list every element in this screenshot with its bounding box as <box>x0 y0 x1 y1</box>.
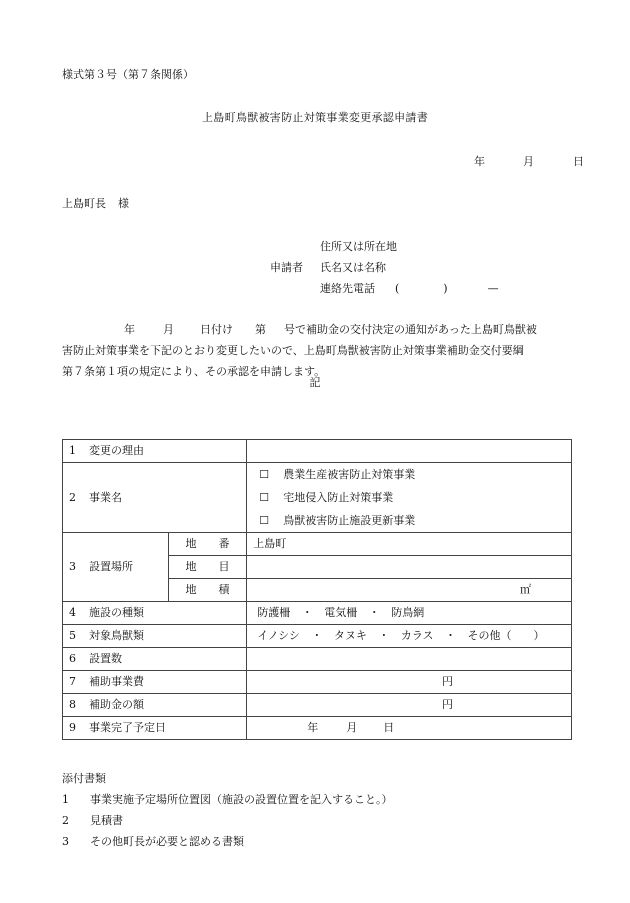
date-day: 日 <box>573 155 584 168</box>
row-label: 事業完了予定日 <box>89 721 166 734</box>
table-row <box>63 671 572 694</box>
addressee-honorific: 様 <box>118 197 129 210</box>
checkbox-icon[interactable]: ☐ <box>259 468 270 481</box>
project-option[interactable] <box>259 509 571 532</box>
name-label: 氏名又は名称 <box>320 261 386 274</box>
row-number: 9 <box>69 721 76 734</box>
completion-day: 日 <box>383 721 395 734</box>
table-row <box>63 602 572 625</box>
row7-label-cell <box>63 671 247 694</box>
form-number: 様式第３号（第７条関係） <box>62 68 194 81</box>
request-body <box>62 319 582 382</box>
body-year: 年 <box>124 323 135 336</box>
table-row <box>63 440 572 463</box>
date-year: 年 <box>474 155 485 168</box>
row-number: 8 <box>69 698 76 711</box>
row5-label-cell <box>63 625 247 648</box>
applicant-block <box>270 236 499 299</box>
project-option[interactable] <box>259 486 571 509</box>
completion-date-field[interactable] <box>247 717 572 740</box>
subsidy-amount-field[interactable]: 円 <box>247 694 572 717</box>
row-number: 6 <box>69 652 76 665</box>
row-label: 補助金の額 <box>89 698 144 711</box>
completion-month: 月 <box>346 721 358 734</box>
table-row <box>63 717 572 740</box>
row-number: 2 <box>69 490 76 504</box>
row-label: 設置数 <box>89 652 122 665</box>
row9-label-cell <box>63 717 247 740</box>
row-label: 設置場所 <box>89 560 133 573</box>
project-cost-field[interactable]: 円 <box>247 671 572 694</box>
animal-option[interactable]: タヌキ <box>333 629 367 642</box>
applicant-role: 申請者 <box>270 261 303 274</box>
row2-label-cell <box>63 463 247 533</box>
addressee-name: 上島町長 <box>62 197 106 210</box>
project-option[interactable] <box>259 463 571 486</box>
document-title: 上島町鳥獣被害防止対策事業変更承認申請書 <box>202 111 428 124</box>
body-line2: 害防止対策事業を下記のとおり変更したいので、上島町鳥獣被害防止対策事業補助金交付要綱 <box>62 344 524 357</box>
row-label: 施設の種類 <box>89 606 144 619</box>
row-label: 事業名 <box>89 490 122 504</box>
change-reason-field[interactable] <box>247 440 572 463</box>
attachments <box>62 768 393 852</box>
body-line1-rest: 号で補助金の交付決定の通知があった上島町鳥獣被 <box>284 323 537 336</box>
list-item: 2 見積書 <box>62 814 123 827</box>
phone-open-paren: ( <box>395 282 400 295</box>
row1-label-cell <box>63 440 247 463</box>
facility-option[interactable]: 防鳥網 <box>391 606 425 619</box>
row6-label-cell <box>63 648 247 671</box>
phone-dash: — <box>487 282 499 295</box>
table-row <box>63 648 572 671</box>
list-item: 3 その他町長が必要と認める書類 <box>62 835 244 848</box>
row-number: 4 <box>69 606 76 619</box>
chiban-field[interactable]: 上島町 <box>247 533 572 556</box>
row-label: 対象鳥獣類 <box>89 629 144 642</box>
project-options-cell <box>247 463 572 533</box>
row-number: 7 <box>69 675 76 688</box>
phone-close-paren: ) <box>443 282 448 295</box>
ki-heading: 記 <box>309 376 321 389</box>
sub-label-chiban: 地番 <box>168 533 246 556</box>
row-number: 3 <box>69 560 76 573</box>
phone-label: 連絡先電話 <box>320 282 375 295</box>
chimoku-field[interactable] <box>247 556 572 579</box>
chiseki-field[interactable]: ㎡ <box>247 579 572 602</box>
animal-option[interactable]: その他（ ） <box>467 629 545 642</box>
body-day: 日付け <box>200 323 233 336</box>
install-count-field[interactable] <box>247 648 572 671</box>
row-label: 補助事業費 <box>89 675 144 688</box>
date-month: 月 <box>523 155 534 168</box>
sub-label-chiseki: 地積 <box>168 579 246 602</box>
row-label: 変更の理由 <box>89 444 144 457</box>
facility-option[interactable]: 電気柵 <box>324 606 358 619</box>
sub-label-chimoku: 地目 <box>168 556 246 579</box>
list-item: 1 事業実施予定場所位置図（施設の設置位置を記入すること。） <box>62 793 393 806</box>
checkbox-icon[interactable]: ☐ <box>259 491 270 504</box>
option-label: 農業生産被害防止対策事業 <box>283 468 416 481</box>
target-animal-options: イノシシ ・ タヌキ ・ カラス ・ その他（ ） <box>247 625 572 648</box>
table-row <box>63 694 572 717</box>
table-row <box>63 533 572 556</box>
facility-option[interactable]: 防護柵 <box>257 606 291 619</box>
option-label: 鳥獣被害防止施設更新事業 <box>283 514 416 527</box>
addressee <box>62 195 129 211</box>
facility-type-options: 防護柵 ・ 電気柵 ・ 防鳥網 <box>247 602 572 625</box>
table-row <box>63 463 572 533</box>
table-row <box>63 625 572 648</box>
row8-label-cell <box>63 694 247 717</box>
row3-label-cell <box>63 533 169 602</box>
attachments-heading: 添付書類 <box>62 772 106 785</box>
checkbox-icon[interactable]: ☐ <box>259 514 270 527</box>
date-line <box>474 153 584 169</box>
body-dai: 第 <box>255 323 266 336</box>
animal-option[interactable]: カラス <box>400 629 434 642</box>
option-label: 宅地侵入防止対策事業 <box>283 491 394 504</box>
row-number: 1 <box>69 444 76 457</box>
application-table <box>62 439 572 740</box>
row4-label-cell <box>63 602 247 625</box>
body-line3: 第７条第１項の規定により、その承認を申請します。 <box>62 365 326 378</box>
body-month: 月 <box>163 323 174 336</box>
completion-year: 年 <box>307 721 319 734</box>
address-label: 住所又は所在地 <box>320 240 397 253</box>
row-number: 5 <box>69 629 76 642</box>
animal-option[interactable]: イノシシ <box>257 629 300 642</box>
